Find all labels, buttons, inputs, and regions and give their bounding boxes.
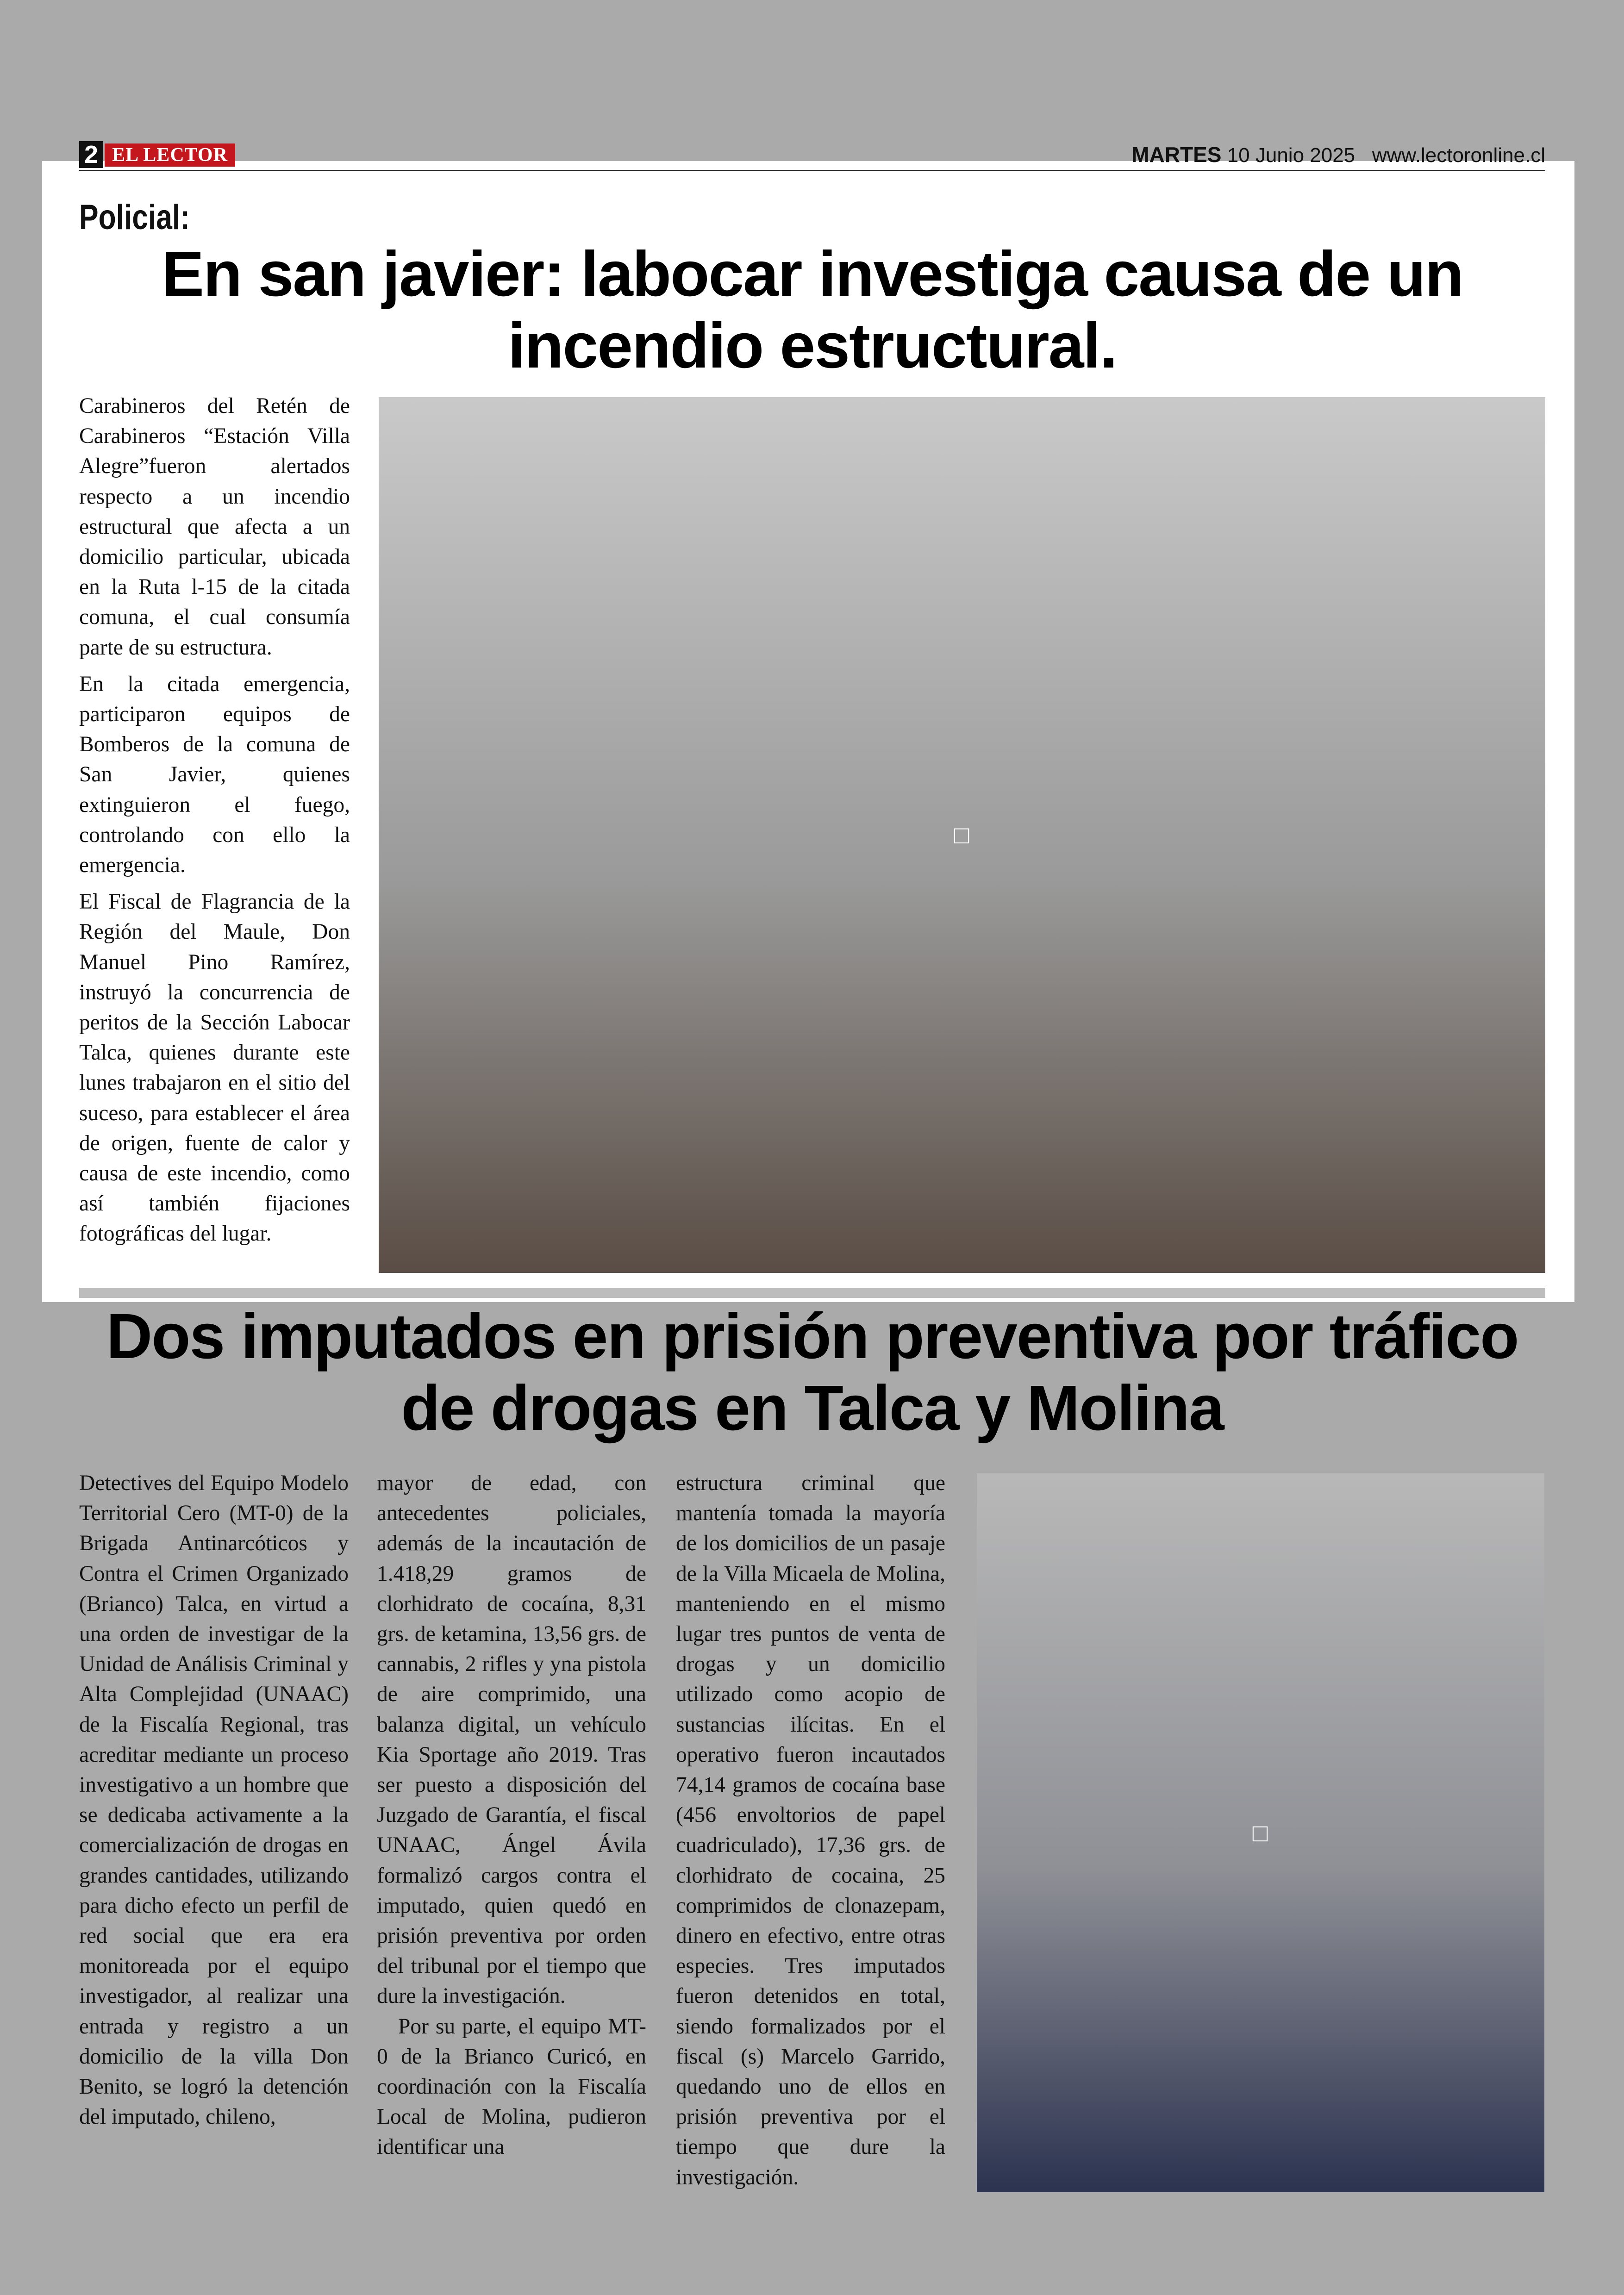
photo-placeholder-icon: □ [1252, 1819, 1269, 1847]
article-paragraph: mayor de edad, con antecedentes policiales, además de la incautación de 1.418,29 gramos de clorhidrato de cocaína, 8,31 grs. de ketamina, 13,56 grs. de cannabis, 2 rifles y yna pistola de aire comprimido, una balanza digital, un vehículo Kia Sportage año 2019. Tras ser puesto a disposición del Juzgado de Garantía, el fiscal UNAAC, Ángel Ávila formalizó cargos contra el imputado, quien quedó en prisión preventiva por orden del tribunal por el tiempo que dure la investigación. [377, 1471, 646, 2008]
newspaper-logo: EL LECTOR [105, 143, 235, 167]
page-number: 2 [79, 141, 103, 168]
headline-line: incendio estructural. [507, 310, 1117, 381]
headline-article-2 [79, 1301, 1545, 1444]
headline-article-1 [79, 238, 1545, 382]
header-day: MARTES [1131, 143, 1222, 167]
article-paragraph: Detectives del Equipo Modelo Territorial Cero (MT-0) de la Brigada Antinarcóticos y Contra el Crimen Organizado (Brianco) Talca, en virtud a una orden de investigar de la Unidad de Análisis Criminal y Alta Complejidad (UNAAC) de la Fiscalía Regional, tras acreditar mediante un proceso investigativo a un hombre que se dedicaba activamente a la comercialización de drogas en grandes cantidades, utilizando para dicho efecto un perfil de red social que era era monitoreada por el equipo investigador, al realizar una entrada y registro a un domicilio de la villa Don Benito, se logró la detención del imputado, chileno, [79, 1471, 349, 2129]
article-paragraph: Carabineros del Retén de Carabineros “Estación Villa Alegre”fueron alertados respecto a un incendio estructural que afecta a un domicilio particular, ubicada en la Ruta l-15 de la citada comuna, el cual consumía parte de su estructura. [79, 394, 350, 660]
article-2-column-3 [676, 1468, 945, 2193]
article-2-column-1 [79, 1468, 349, 2132]
article-paragraph: estructura criminal que mantenía tomada la mayoría de los domicilios de un pasaje de la Villa Micaela de Molina, manteniendo en el mismo lugar tres puntos de venta de drogas y un domicilio utilizado como acopio de sustancias ilícitas. En el operativo fueron incautados 74,14 gramos de cocaína base (456 envoltorios de papel cuadriculado), 17,36 grs. de clorhidrato de cocaina, 25 comprimidos de clonazepam, dinero en efectivo, entre otras especies. Tres imputados fueron detenidos en total, siendo formalizados por el fiscal (s) Marcelo Garrido, quedando uno de ellos en prisión preventiva por el tiempo que dure la investigación. [676, 1471, 945, 2189]
section-divider [79, 1288, 1545, 1298]
photo-placeholder-icon: □ [954, 821, 970, 849]
article-paragraph: Por su parte, el equipo MT-0 de la Brianco Curicó, en coordinación con la Fiscalía Local de Molina, pudieron identificar una [377, 2014, 646, 2159]
headline-line: En san javier: labocar investiga causa de un [161, 238, 1463, 310]
article-paragraph: En la citada emergencia, participaron equipos de Bomberos de la comuna de San Javier, quienes extinguieron el fuego, controlando con ello la emergencia. [79, 672, 350, 878]
fire-damaged-house-photo [379, 397, 1545, 1273]
header-website: www.lectoronline.cl [1372, 144, 1545, 167]
headline-line: de drogas en Talca y Molina [401, 1372, 1224, 1444]
headline-line: Dos imputados en prisión preventiva por tráfico [106, 1301, 1518, 1372]
header-date: 10 Junio 2025 [1227, 144, 1355, 167]
article-paragraph: El Fiscal de Flagrancia de la Región del Maule, Don Manuel Pino Ramírez, instruyó la concurrencia de peritos de la Sección Labocar Talca, quienes durante este lunes trabajaron en el sitio del suceso, para establecer el área de origen, fuente de calor y causa de este incendio, como así también fijaciones fotográficas del lugar. [79, 890, 350, 1246]
seized-vehicle-evidence-photo [977, 1473, 1544, 2192]
section-label: Policial: [79, 198, 190, 237]
header-rule [79, 170, 1545, 171]
article-2-column-2 [377, 1468, 646, 2163]
article-1-body [79, 391, 350, 1249]
header-dateline [1131, 142, 1545, 168]
